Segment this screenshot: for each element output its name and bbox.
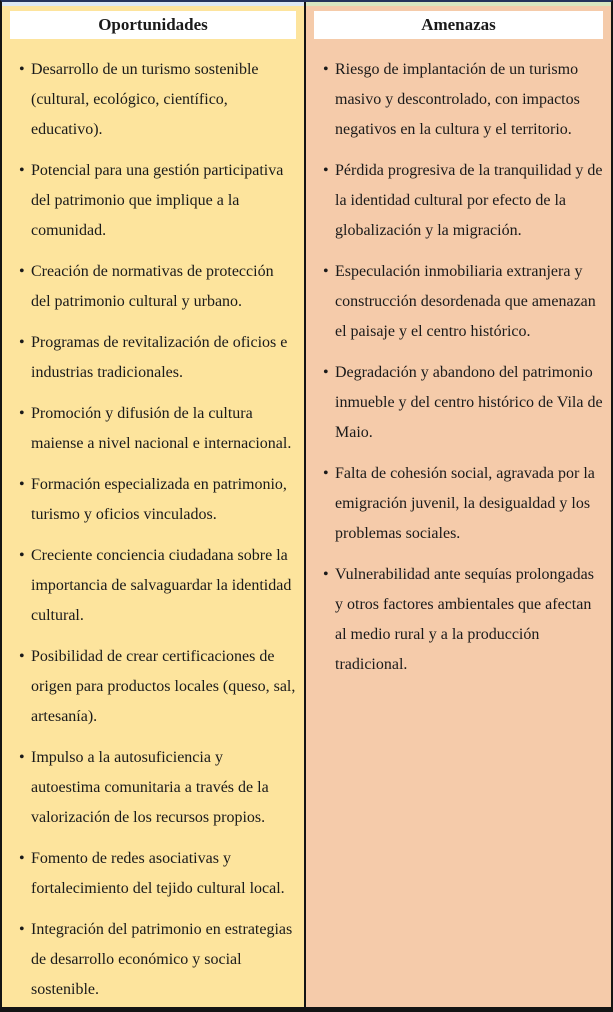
list-item <box>323 459 603 549</box>
list-item-text: Creciente conciencia ciudadana sobre la importancia de salvaguardar la identidad cultural. <box>31 547 292 624</box>
bullet-icon: • <box>323 364 329 381</box>
bullet-icon: • <box>19 476 25 493</box>
list-item <box>323 156 603 246</box>
list-item-text: Vulnerabilidad ante sequías prolongadas y otros factores ambientales que afectan al medio rural y a la producción tradicional. <box>335 566 594 673</box>
list-item <box>323 55 603 145</box>
oportunidades-cell <box>2 6 304 1007</box>
bullet-icon: • <box>323 465 329 482</box>
list-item <box>19 915 296 1005</box>
bullet-icon: • <box>19 648 25 665</box>
column-header-label: Amenazas <box>421 15 496 34</box>
list-item-text: Pérdida progresiva de la tranquilidad y de la identidad cultural por efecto de la globalización y la migración. <box>335 162 603 239</box>
bullet-icon: • <box>19 749 25 766</box>
list-item <box>19 541 296 631</box>
list-item <box>323 257 603 347</box>
column-oportunidades <box>2 2 306 1007</box>
bullet-icon: • <box>323 61 329 78</box>
list-item <box>19 257 296 317</box>
list-item <box>19 470 296 530</box>
list-item-text: Especulación inmobiliaria extranjera y construcción desordenada que amenazan el paisaje y el centro histórico. <box>335 263 596 340</box>
bullet-icon: • <box>19 334 25 351</box>
list-item <box>323 560 603 680</box>
bullet-icon: • <box>323 263 329 280</box>
threats-list <box>306 55 611 691</box>
bullet-icon: • <box>19 850 25 867</box>
list-item-text: Falta de cohesión social, agravada por la emigración juvenil, la desigualdad y los problemas sociales. <box>335 465 595 542</box>
bullet-icon: • <box>19 263 25 280</box>
list-item <box>19 399 296 459</box>
bullet-icon: • <box>19 162 25 179</box>
bullet-icon: • <box>19 921 25 938</box>
list-item <box>19 642 296 732</box>
column-header-label: Oportunidades <box>98 15 208 34</box>
list-item-text: Creación de normativas de protección del patrimonio cultural y urbano. <box>31 263 274 310</box>
column-header-oportunidades <box>10 11 296 39</box>
bullet-icon: • <box>19 405 25 422</box>
list-item-text: Potencial para una gestión participativa del patrimonio que implique a la comunidad. <box>31 162 284 239</box>
list-item-text: Impulso a la autosuficiencia y autoestima comunitaria a través de la valorización de los recursos propios. <box>31 749 269 826</box>
column-header-amenazas <box>314 11 603 39</box>
list-item <box>19 55 296 145</box>
amenazas-cell <box>306 6 611 1007</box>
list-item <box>323 358 603 448</box>
list-item-text: Programas de revitalización de oficios e industrias tradicionales. <box>31 334 288 381</box>
list-item-text: Promoción y difusión de la cultura maiense a nivel nacional e internacional. <box>31 405 292 452</box>
bullet-icon: • <box>19 61 25 78</box>
list-item-text: Posibilidad de crear certificaciones de origen para productos locales (queso, sal, artesanía). <box>31 648 296 725</box>
list-item-text: Fomento de redes asociativas y fortalecimiento del tejido cultural local. <box>31 850 285 897</box>
list-item-text: Integración del patrimonio en estrategias de desarrollo económico y social sostenible. <box>31 921 293 998</box>
opportunities-list <box>2 55 304 1007</box>
list-item <box>19 328 296 388</box>
list-item-text: Desarrollo de un turismo sostenible (cultural, ecológico, científico, educativo). <box>31 61 259 138</box>
bullet-icon: • <box>19 547 25 564</box>
column-amenazas <box>306 2 611 1007</box>
list-item-text: Degradación y abandono del patrimonio inmueble y del centro histórico de Vila de Maio. <box>335 364 603 441</box>
bullet-icon: • <box>323 162 329 179</box>
list-item-text: Formación especializada en patrimonio, turismo y oficios vinculados. <box>31 476 287 523</box>
list-item <box>19 743 296 833</box>
list-item-text: Riesgo de implantación de un turismo masivo y descontrolado, con impactos negativos en la cultura y el territorio. <box>335 61 580 138</box>
bullet-icon: • <box>323 566 329 583</box>
list-item <box>19 844 296 904</box>
list-item <box>19 156 296 246</box>
